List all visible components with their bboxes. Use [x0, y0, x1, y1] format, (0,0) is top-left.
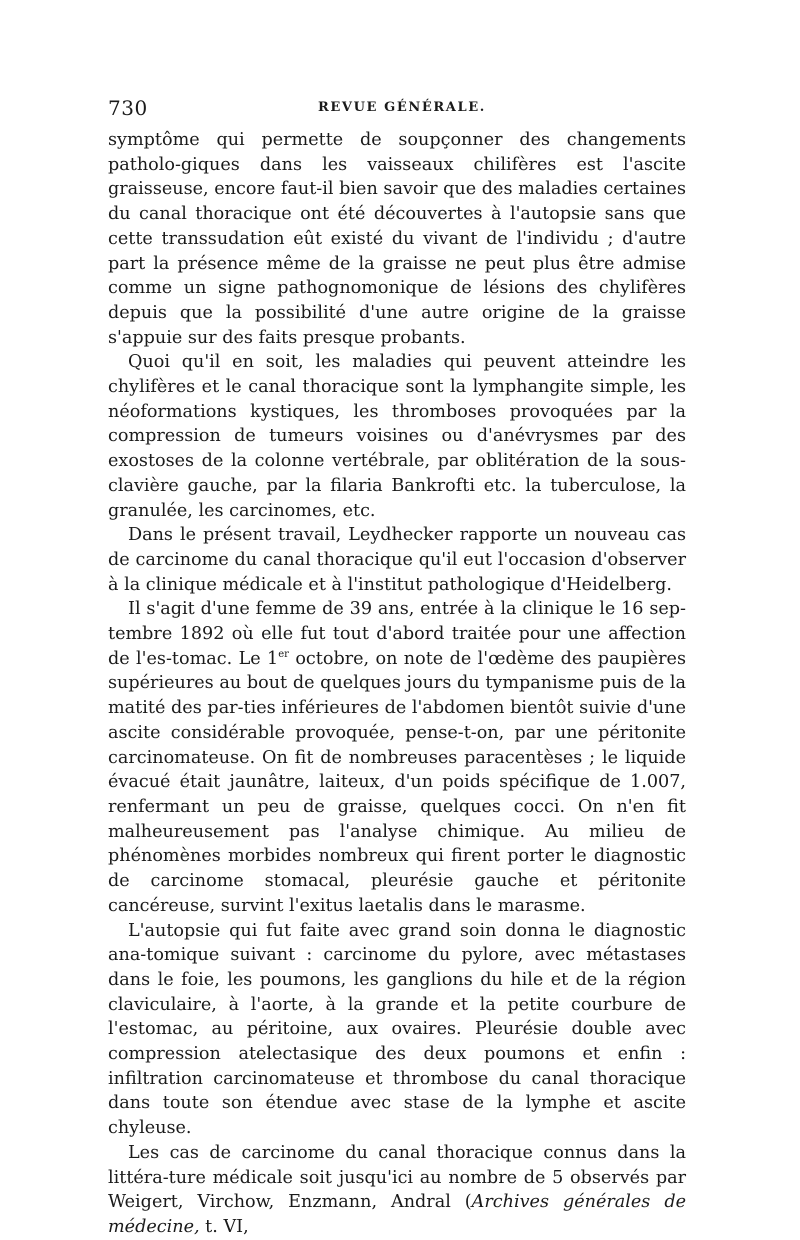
- paragraph-maladies: Quoi qu'il en soit, les maladies qui peuvent atteindre les chylifères et le canal thoracique sont la lymphangite simple, les néoformations kystiques, les thromboses provoquées par la compression de tumeurs voisines ou d'anévrysmes par des exostoses de la colonne vertébrale, par oblitération de la sous-clavière gauche, par la filaria Bankrofti etc. la tuberculose, la granulée, les carcinomes, etc.: [108, 352, 686, 521]
- journal-title: REVUE GÉNÉRALE.: [318, 100, 486, 115]
- litterature-text-start: Les cas de carcinome du canal thoracique connus dans la littéra-ture médicale soit jusqu'ici au nombre de 5 observés par Weigert, Virchow, Enzmann, Andral (: [108, 1142, 686, 1213]
- observation-text-start: Il s'agit d'une femme de 39 ans, entrée à la clinique le 16 sep-tembre 1892 où elle fut tout d'abord traitée pour une affection de l'es-tomac. Le 1: [108, 599, 686, 669]
- citation-title: Archives générales de médecine,: [108, 1192, 686, 1237]
- observation-text-end: octobre, on note de l'œdème des paupières supérieures au bout de quelques jours du tympanisme puis de la matité des par-ties inférieures de l'abdomen bientôt suivie d'une ascite considérable provoquée, pense-t-on, par une péritonite carcinomateuse. On fit de nombreuses paracentèses ; le liquide évacué était jaunâtre, laiteux, d'un poids spécifique de 1.007, renfermant un peu de graisse, quelques cocci. On n'en fit malheureusement pas l'analyse chimique. Au milieu de phénomènes morbides nombreux qui firent porter le diagnostic de carcinome stomacal, pleurésie gauche et péritonite cancéreuse, survint l'exitus laetalis dans le marasme.: [108, 648, 686, 916]
- running-head: [108, 96, 686, 124]
- ordinal-superscript: er: [278, 648, 289, 660]
- page-number: 730: [108, 96, 148, 120]
- litterature-text-end: t. VI,: [199, 1216, 249, 1237]
- paragraph-observation: [108, 597, 686, 918]
- paragraph-autopsie: L'autopsie qui fut faite avec grand soin donna le diagnostic ana-tomique suivant : carcinome du pylore, avec métastases dans le foie, les poumons, les ganglions du hile et de la région claviculaire, à l'aorte, à la grande et la petite courbure de l'estomac, au péritoine, aux ovaires. Pleurésie double avec compression atelectasique des deux poumons et enfin : infiltration carcinomateuse et thrombose du canal thoracique dans toute son étendue avec stase de la lymphe et ascite chyleuse.: [108, 920, 686, 1139]
- paragraph-leydhecker: Dans le présent travail, Leydhecker rapporte un nouveau cas de carcinome du canal thoracique qu'il eut l'occasion d'observer à la clinique médicale et à l'institut pathologique d'Heidelberg.: [108, 525, 686, 595]
- journal-page: [108, 96, 686, 1240]
- body-text: [108, 128, 686, 1240]
- paragraph-litterature: [108, 1141, 686, 1240]
- paragraph-chyliferes-intro: symptôme qui permette de soupçonner des changements patholo-giques dans les vaisseaux chilifères est l'ascite graisseuse, encore faut-il bien savoir que des maladies certaines du canal thoracique ont été découvertes à l'autopsie sans que cette transsudation eût existé du vivant de l'individu ; d'autre part la présence même de la graisse ne peut plus être admise comme un signe pathognomonique de lésions des chylifères depuis que la possibilité d'une autre origine de la graisse s'appuie sur des faits presque probants.: [108, 130, 686, 348]
